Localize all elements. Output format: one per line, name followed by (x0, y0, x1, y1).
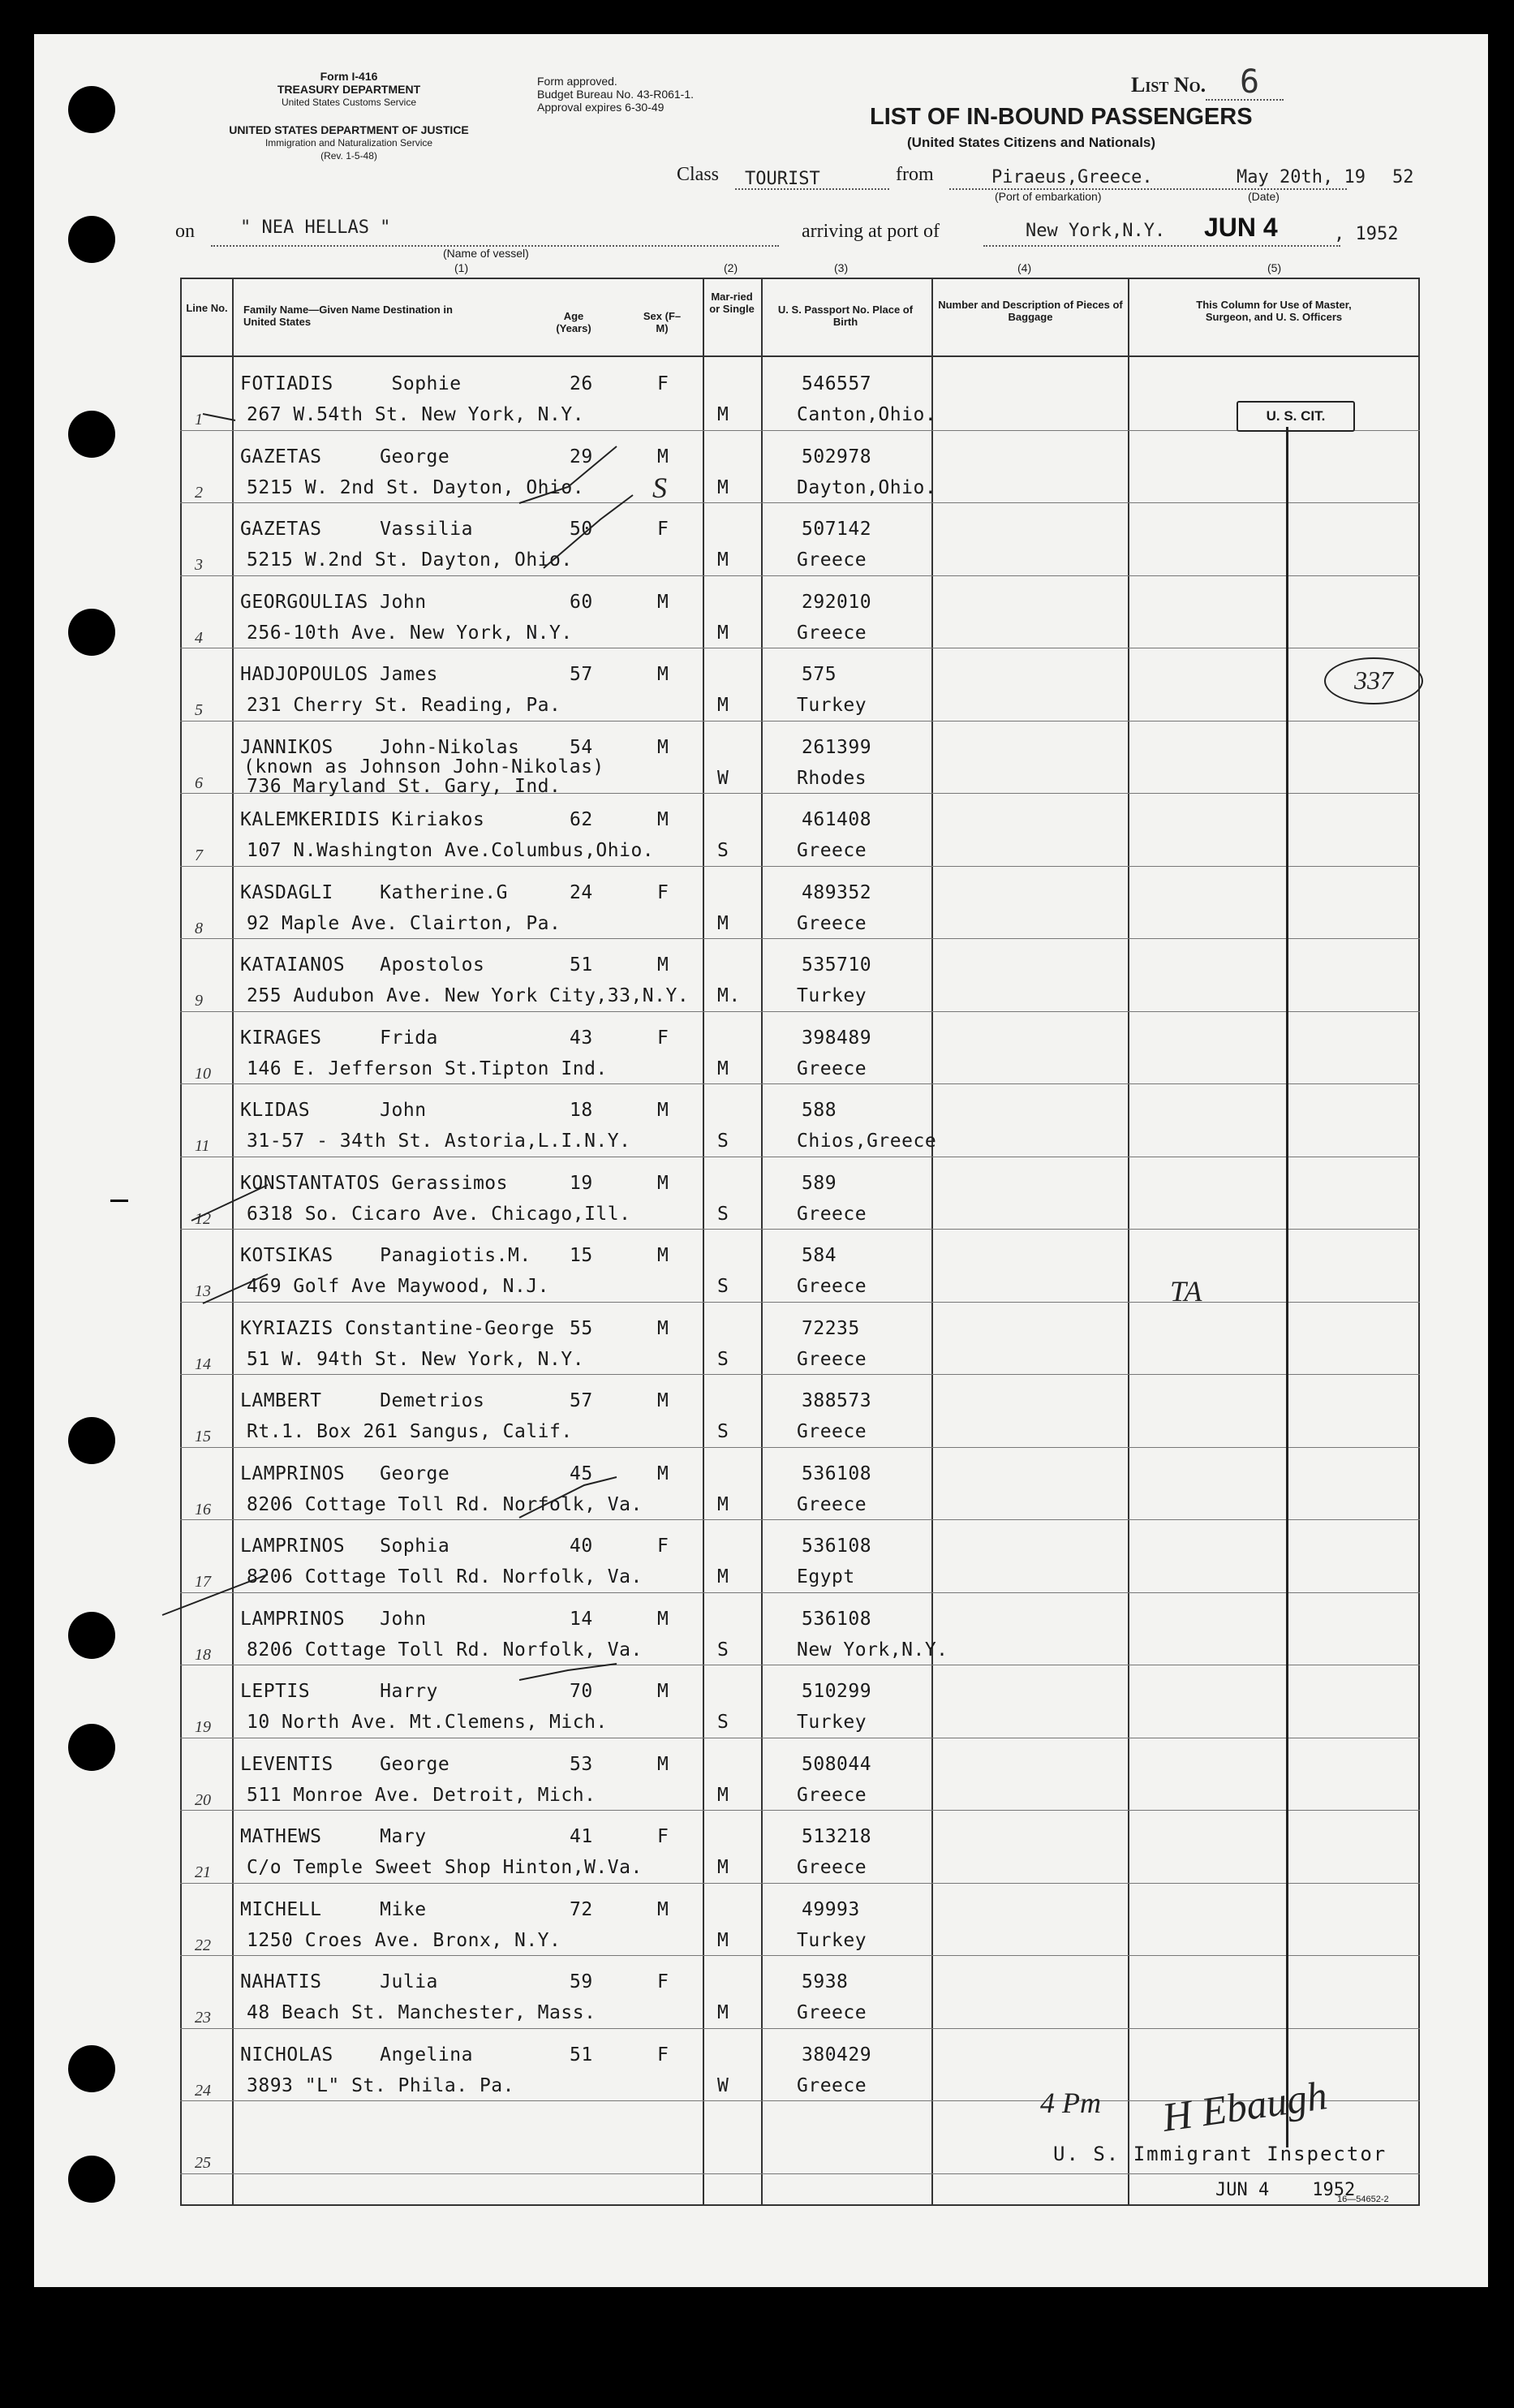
us-citizen-stamp: U. S. CIT. (1237, 401, 1355, 432)
date-caption: (Date) (1248, 190, 1280, 203)
passenger-sex: M (657, 1681, 669, 1702)
place-of-birth: Chios,Greece (797, 1131, 937, 1152)
list-no-label: List No. (1131, 73, 1206, 97)
from-caption: (Port of embarkation) (995, 190, 1102, 203)
passenger-sex: F (657, 519, 669, 540)
passenger-name: KALEMKERIDIS Kiriakos (240, 809, 485, 830)
header-baggage: Number and Description of Pieces of Baggage (938, 299, 1123, 323)
col-number-1: (1) (454, 261, 469, 274)
passenger-sex: F (657, 1971, 669, 1992)
passport-number: 388573 (802, 1390, 872, 1411)
place-of-birth: Greece (797, 2002, 867, 2023)
line-number: 18 (195, 1645, 211, 1664)
class-label: Class (677, 164, 720, 185)
passenger-age: 50 (570, 519, 593, 540)
page-subtitle: (United States Citizens and Nationals) (907, 135, 1156, 150)
check-mark (544, 495, 633, 568)
inspector-signature: H Ebaugh (1159, 2072, 1331, 2140)
passenger-age: 51 (570, 954, 593, 976)
passenger-age: 62 (570, 809, 593, 830)
line-number: 10 (195, 1064, 211, 1083)
passport-number: 507142 (802, 519, 872, 540)
passenger-address: 267 W.54th St. New York, N.Y. (247, 404, 585, 425)
passenger-age: 14 (570, 1608, 593, 1630)
justice-department: UNITED STATES DEPARTMENT OF JUSTICE (229, 123, 469, 136)
marital-status: M (717, 1929, 729, 1951)
passenger-name: LAMPRINOS George (240, 1462, 450, 1484)
from-value: Piraeus,Greece. (991, 167, 1153, 187)
passenger-name: GAZETAS Vassilia (240, 519, 473, 540)
line-number: 3 (195, 556, 203, 574)
marital-status: M (717, 1058, 729, 1079)
line-number: 2 (195, 483, 203, 502)
passport-number: 584 (802, 1245, 837, 1266)
place-of-birth: Greece (797, 2074, 867, 2096)
passenger-name: LAMPRINOS Sophia (240, 1536, 450, 1557)
footer-code: 16—54652-2 (1337, 2195, 1389, 2204)
passenger-sex: M (657, 591, 669, 613)
marital-status: S (717, 1131, 729, 1152)
marital-status: M (717, 695, 729, 716)
place-of-birth: Greece (797, 1058, 867, 1079)
class-value: TOURIST (745, 169, 820, 189)
passenger-age: 55 (570, 1317, 593, 1339)
passenger-address: 511 Monroe Ave. Detroit, Mich. (247, 1784, 596, 1806)
on-label: on (175, 221, 195, 242)
passenger-address: 51 W. 94th St. New York, N.Y. (247, 1348, 585, 1370)
passenger-sex: M (657, 1608, 669, 1630)
line-number: 14 (195, 1355, 211, 1373)
passenger-name: KYRIAZIS Constantine-George (240, 1317, 555, 1339)
line-number: 22 (195, 1936, 211, 1954)
passenger-sex: F (657, 881, 669, 903)
passenger-name: GAZETAS George (240, 446, 450, 467)
marital-status: M (717, 912, 729, 934)
passenger-sex: M (657, 954, 669, 976)
line-number: 19 (195, 1718, 211, 1736)
place-of-birth: Egypt (797, 1566, 855, 1587)
date-value: May 20th, 19 (1237, 167, 1366, 187)
header-married: Mar-ried or Single (709, 291, 755, 315)
line-number: 15 (195, 1428, 211, 1445)
marital-status: S (717, 1712, 729, 1733)
passenger-name: MATHEWS Mary (240, 1826, 427, 1847)
passenger-address: 107 N.Washington Ave.Columbus,Ohio. (247, 840, 655, 861)
passenger-age: 24 (570, 881, 593, 903)
passenger-name: KONSTANTATOS Gerassimos (240, 1172, 508, 1194)
passenger-sex: M (657, 736, 669, 758)
check-mark (519, 1664, 617, 1680)
place-of-birth: Turkey (797, 1712, 867, 1733)
passenger-sex: M (657, 809, 669, 830)
passenger-name: KIRAGES Frida (240, 1027, 438, 1049)
line-number: 24 (195, 2081, 211, 2100)
passenger-name: LAMBERT Demetrios (240, 1390, 485, 1411)
place-of-birth: Turkey (797, 985, 867, 1006)
place-of-birth: Dayton,Ohio. (797, 476, 937, 498)
line-number: 4 (195, 628, 203, 647)
passenger-age: 15 (570, 1245, 593, 1266)
passenger-sex: F (657, 1536, 669, 1557)
marital-status: S (717, 1421, 729, 1442)
line-number: 13 (195, 1282, 211, 1300)
marital-status: W (717, 2074, 729, 2096)
line-number: 20 (195, 1790, 211, 1809)
place-of-birth: Greece (797, 549, 867, 571)
passenger-sex: M (657, 1245, 669, 1266)
passport-number: 380429 (802, 2044, 872, 2066)
check-mark (519, 446, 617, 503)
marital-status: M (717, 476, 729, 498)
check-mark (203, 1274, 268, 1303)
passenger-address: 8206 Cottage Toll Rd. Norfolk, Va. (247, 1493, 643, 1515)
check-mark (162, 1574, 268, 1615)
passenger-age: 43 (570, 1027, 593, 1049)
line-number: 5 (195, 701, 203, 719)
passport-number: 49993 (802, 1898, 860, 1920)
marital-status: M (717, 2002, 729, 2023)
passport-number: 575 (802, 664, 837, 685)
passenger-name: NAHATIS Julia (240, 1971, 438, 1992)
passport-number: 261399 (802, 736, 872, 758)
approval-expiry: Approval expires 6-30-49 (537, 101, 665, 114)
passport-number: 546557 (802, 373, 872, 394)
passenger-sex: M (657, 446, 669, 467)
passenger-address: 48 Beach St. Manchester, Mass. (247, 2002, 596, 2023)
passenger-name: HADJOPOULOS James (240, 664, 438, 685)
passenger-name: JANNIKOS John-Nikolas (240, 736, 520, 758)
passenger-name: KOTSIKAS Panagiotis.M. (240, 1245, 531, 1266)
passenger-address: 469 Golf Ave Maywood, N.J. (247, 1276, 550, 1297)
passenger-address: 146 E. Jefferson St.Tipton Ind. (247, 1058, 608, 1079)
passport-number: 589 (802, 1172, 837, 1194)
passenger-name: LAMPRINOS John (240, 1608, 427, 1630)
passenger-sex: F (657, 2044, 669, 2066)
passenger-age: 57 (570, 1390, 593, 1411)
place-of-birth: Greece (797, 1857, 867, 1878)
arrival-stamp-date: JUN 4 (1204, 213, 1278, 242)
vessel-name: " NEA HELLAS " (240, 218, 391, 238)
passenger-name: LEVENTIS George (240, 1753, 450, 1775)
place-of-birth: Greece (797, 1203, 867, 1225)
initials: TA (1170, 1275, 1202, 1307)
header-line-no: Line No. (186, 302, 228, 314)
budget-bureau: Budget Bureau No. 43-R061-1. (537, 88, 695, 101)
page-title: LIST OF IN-BOUND PASSENGERS (870, 104, 1253, 130)
passport-number: 536108 (802, 1462, 872, 1484)
passenger-age: 45 (570, 1462, 593, 1484)
passenger-name: MICHELL Mike (240, 1898, 427, 1920)
passenger-address: 736 Maryland St. Gary, Ind. (247, 775, 561, 797)
passenger-age: 59 (570, 1971, 593, 1992)
place-of-birth: New York,N.Y. (797, 1639, 948, 1661)
line-number: 1 (195, 411, 203, 429)
passport-number: 489352 (802, 881, 872, 903)
marital-status: S (717, 1276, 729, 1297)
passenger-address: 231 Cherry St. Reading, Pa. (247, 695, 561, 716)
marital-status: M (717, 549, 729, 571)
inspector-date: JUN 4 1952 (1215, 2180, 1356, 2200)
marital-status: M (717, 404, 729, 425)
form-approved: Form approved. (537, 75, 617, 88)
passenger-name: LEPTIS Harry (240, 1681, 438, 1702)
arrival-year: , 1952 (1334, 224, 1399, 244)
marital-status: M (717, 1857, 729, 1878)
passenger-age: 57 (570, 664, 593, 685)
line-number: 25 (195, 2154, 211, 2172)
passport-number: 513218 (802, 1826, 872, 1847)
place-of-birth: Canton,Ohio. (797, 404, 937, 425)
arriving-label: arriving at port of (802, 221, 940, 242)
marital-status: M (717, 622, 729, 644)
passport-number: 502978 (802, 446, 872, 467)
circled-number: 337 (1324, 657, 1423, 704)
passenger-sex: M (657, 1753, 669, 1775)
time-note: 4 Pm (1040, 2087, 1101, 2119)
passport-number: 510299 (802, 1681, 872, 1702)
marital-status: S (717, 840, 729, 861)
passenger-sex: M (657, 664, 669, 685)
date-year: 52 (1392, 167, 1414, 187)
passenger-age: 51 (570, 2044, 593, 2066)
col-number-4: (4) (1017, 261, 1032, 274)
header-name: Family Name—Given Name Destination in United States (243, 304, 453, 328)
passenger-address: 256-10th Ave. New York, N.Y. (247, 622, 573, 644)
list-no-value: 6 (1240, 63, 1260, 101)
line-number: 16 (195, 1500, 211, 1518)
passenger-age: 72 (570, 1898, 593, 1920)
passport-number: 536108 (802, 1536, 872, 1557)
col-number-5: (5) (1267, 261, 1282, 274)
marital-status: M (717, 1493, 729, 1515)
passenger-sex: M (657, 1317, 669, 1339)
passenger-name: KASDAGLI Katherine.G (240, 881, 508, 903)
line-number: 11 (195, 1137, 210, 1155)
passenger-address: 10 North Ave. Mt.Clemens, Mich. (247, 1712, 608, 1733)
from-label: from (896, 164, 934, 185)
line-number: 8 (195, 919, 203, 937)
passenger-age: 60 (570, 591, 593, 613)
passenger-alias: (known as Johnson John-Nikolas) (243, 756, 604, 778)
passenger-address: 31-57 - 34th St. Astoria,L.I.N.Y. (247, 1131, 631, 1152)
place-of-birth: Rhodes (797, 767, 867, 789)
place-of-birth: Greece (797, 1276, 867, 1297)
line-number: 7 (195, 846, 203, 864)
place-of-birth: Greece (797, 840, 867, 861)
passenger-age: 19 (570, 1172, 593, 1194)
header-officers: This Column for Use of Master, Surgeon, and U. S. Officers (1196, 299, 1352, 323)
passenger-address: 255 Audubon Ave. New York City,33,N.Y. (247, 985, 690, 1006)
passenger-address: 92 Maple Ave. Clairton, Pa. (247, 912, 561, 934)
passenger-sex: M (657, 1898, 669, 1920)
header-age: Age (Years) (556, 310, 591, 334)
marital-status: S (717, 1348, 729, 1370)
passenger-name: GEORGOULIAS John (240, 591, 427, 613)
passport-number: 508044 (802, 1753, 872, 1775)
marital-status: M. (717, 985, 741, 1006)
passport-number: 398489 (802, 1027, 872, 1049)
passenger-sex: F (657, 1826, 669, 1847)
passport-number: 461408 (802, 809, 872, 830)
passenger-age: 70 (570, 1681, 593, 1702)
place-of-birth: Turkey (797, 1929, 867, 1951)
passenger-name: KLIDAS John (240, 1100, 427, 1121)
place-of-birth: Turkey (797, 695, 867, 716)
place-of-birth: Greece (797, 622, 867, 644)
passport-number: 536108 (802, 1608, 872, 1630)
header-passport: U. S. Passport No. Place of Birth (777, 304, 914, 328)
passport-number: 292010 (802, 591, 872, 613)
marital-status: S (717, 1203, 729, 1225)
passenger-address: Rt.1. Box 261 Sangus, Calif. (247, 1421, 573, 1442)
passport-number: 5938 (802, 1971, 849, 1992)
line-number: 12 (195, 1209, 211, 1228)
passenger-age: 54 (570, 736, 593, 758)
form-number: Form I-416 (320, 70, 378, 83)
passenger-sex: M (657, 1462, 669, 1484)
line-number: 23 (195, 2009, 211, 2027)
passenger-name: NICHOLAS Angelina (240, 2044, 473, 2066)
vessel-caption: (Name of vessel) (443, 247, 529, 260)
line-number: 6 (195, 773, 203, 792)
passenger-address: 8206 Cottage Toll Rd. Norfolk, Va. (247, 1566, 643, 1587)
place-of-birth: Greece (797, 1784, 867, 1806)
passenger-sex: M (657, 1172, 669, 1194)
inspector-title: U. S. Immigrant Inspector (1053, 2143, 1387, 2165)
line-number: 9 (195, 992, 203, 1010)
department: TREASURY DEPARTMENT (277, 83, 421, 96)
place-of-birth: Greece (797, 1421, 867, 1442)
passenger-address: 1250 Croes Ave. Bronx, N.Y. (247, 1929, 561, 1951)
passenger-sex: M (657, 1390, 669, 1411)
place-of-birth: Greece (797, 1493, 867, 1515)
place-of-birth: Greece (797, 912, 867, 934)
marital-status: S (717, 1639, 729, 1661)
check-mark (519, 1477, 617, 1518)
passenger-name: KATAIANOS Apostolos (240, 954, 485, 976)
passport-number: 588 (802, 1100, 837, 1121)
check-mark (191, 1185, 268, 1221)
passport-number: 72235 (802, 1317, 860, 1339)
passenger-address: C/o Temple Sweet Shop Hinton,W.Va. (247, 1857, 643, 1878)
line-number: 17 (195, 1573, 211, 1591)
passenger-address: 5215 W. 2nd St. Dayton, Ohio. (247, 476, 585, 498)
marital-status: W (717, 767, 729, 789)
passenger-address: 5215 W.2nd St. Dayton, Ohio. (247, 549, 573, 571)
passport-number: 535710 (802, 954, 872, 976)
marital-status: M (717, 1784, 729, 1806)
passenger-address: 8206 Cottage Toll Rd. Norfolk, Va. (247, 1639, 643, 1661)
passenger-age: 29 (570, 446, 593, 467)
passenger-age: 26 (570, 373, 593, 394)
passenger-address: 6318 So. Cicaro Ave. Chicago,Ill. (247, 1203, 631, 1225)
revision: (Rev. 1-5-48) (320, 150, 377, 162)
passenger-age: 53 (570, 1753, 593, 1775)
passenger-address: 3893 "L" St. Phila. Pa. (247, 2074, 514, 2096)
marital-status: M (717, 1566, 729, 1587)
passenger-age: 18 (570, 1100, 593, 1121)
col-number-2: (2) (724, 261, 738, 274)
passenger-name: FOTIADIS Sophie (240, 373, 462, 394)
check-mark (203, 414, 235, 420)
place-of-birth: Greece (797, 1348, 867, 1370)
mark-s: S (652, 472, 667, 504)
header-sex: Sex (F–M) (643, 310, 682, 334)
passenger-sex: F (657, 1027, 669, 1049)
customs-service: United States Customs Service (281, 97, 417, 108)
line-number: 21 (195, 1863, 211, 1881)
passenger-age: 40 (570, 1536, 593, 1557)
passenger-age: 41 (570, 1826, 593, 1847)
arrival-port: New York,N.Y. (1026, 221, 1166, 241)
passenger-sex: F (657, 373, 669, 394)
passenger-sex: M (657, 1100, 669, 1121)
col-number-3: (3) (834, 261, 849, 274)
immigration-service: Immigration and Naturalization Service (265, 137, 433, 149)
